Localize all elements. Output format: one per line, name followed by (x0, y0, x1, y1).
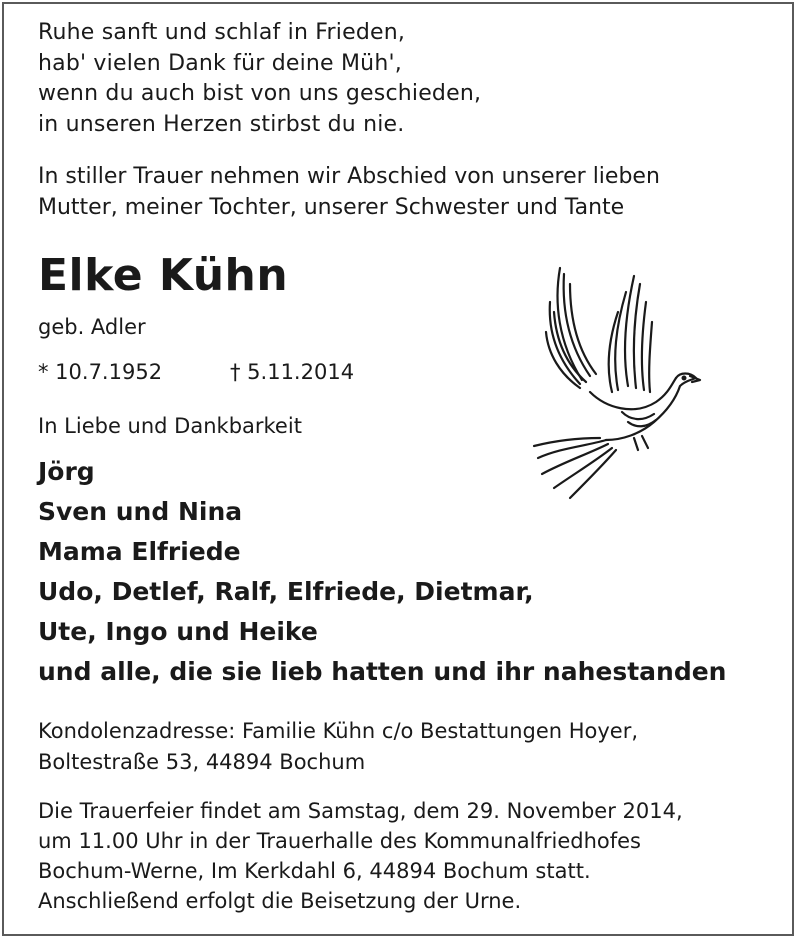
family-line: und alle, die sie lieb hatten und ihr nahestanden (38, 657, 727, 686)
family-line: Ute, Ingo und Heike (38, 617, 318, 646)
ceremony-line: um 11.00 Uhr in der Trauerhalle des Kommunalfriedhofes (38, 829, 641, 853)
poem (38, 18, 481, 140)
ceremony-line: Anschließend erfolgt die Beisetzung der Urne. (38, 889, 522, 913)
family-line: Mama Elfriede (38, 537, 241, 566)
intro-line: Mutter, meiner Tochter, unserer Schwester und Tante (38, 194, 625, 220)
family-line: Udo, Detlef, Ralf, Elfriede, Dietmar, (38, 577, 534, 606)
birth-name: geb. Adler (38, 315, 146, 339)
death-date: † 5.11.2014 (230, 360, 355, 384)
life-dates (38, 358, 354, 386)
farewell-intro (38, 162, 660, 223)
obituary-frame (2, 2, 794, 936)
poem-line: in unseren Herzen stirbst du nie. (38, 111, 405, 137)
family-line: Sven und Nina (38, 497, 243, 526)
deceased-name: Elke Kühn (38, 250, 289, 301)
dedication: In Liebe und Dankbarkeit (38, 414, 302, 438)
poem-line: Ruhe sanft und schlaf in Frieden, (38, 20, 406, 45)
condolence-address (38, 716, 638, 778)
poem-line: wenn du auch bist von uns geschieden, (38, 81, 482, 106)
address-line: Boltestraße 53, 44894 Bochum (38, 750, 366, 774)
poem-line: hab' vielen Dank für deine Müh', (38, 50, 402, 76)
ceremony-line: Die Trauerfeier findet am Samstag, dem 29. November 2014, (38, 799, 683, 823)
family-line: Jörg (38, 457, 95, 486)
ceremony-line: Bochum-Werne, Im Kerkdahl 6, 44894 Bochum statt. (38, 859, 591, 883)
birth-date: * 10.7.1952 (38, 360, 163, 384)
ceremony-info (38, 796, 683, 916)
dove-icon (530, 262, 704, 502)
intro-line: In stiller Trauer nehmen wir Abschied von unserer lieben (38, 164, 660, 189)
address-line: Kondolenzadresse: Familie Kühn c/o Bestattungen Hoyer, (38, 719, 639, 743)
